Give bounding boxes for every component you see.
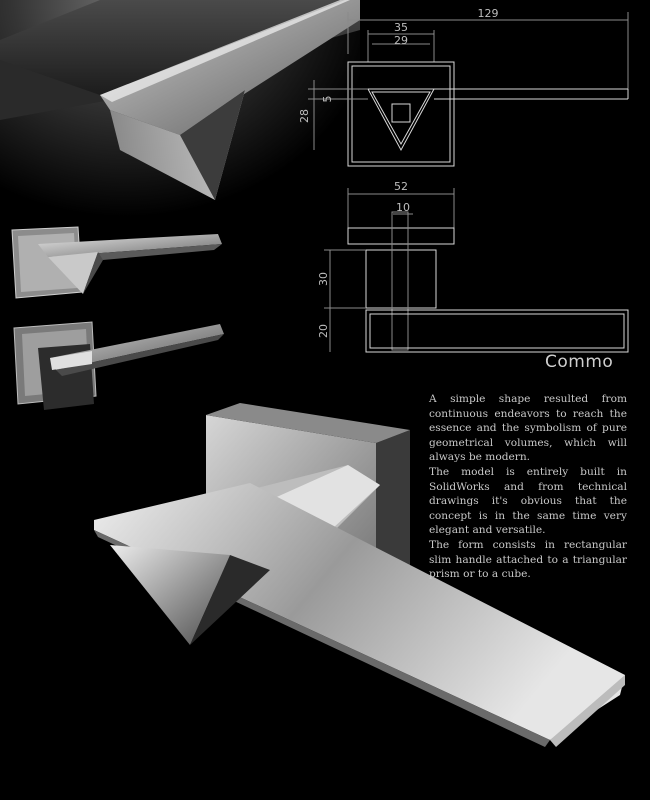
dim-spindle: 10 [396,201,410,214]
description-paragraph: The model is entirely built in SolidWorks and from technical drawings it's obvious that the concept is in the same time very elegant and versatile. [429,465,627,537]
dim-rose-width: 35 [394,21,408,34]
product-description [429,392,627,582]
dim-base-width: 52 [394,180,408,193]
render-prism-handle [8,222,223,312]
dim-prism-width: 29 [394,34,408,47]
product-title: Commo [545,352,614,372]
dim-offset: 5 [321,95,334,103]
dim-overall-length: 129 [477,7,499,20]
description-paragraph: A simple shape resulted from continuous endeavors to reach the essence and the symbolism of pure geometrical volumes, which will always be modern. [429,393,627,464]
dim-rose-height: 28 [298,109,311,123]
dim-neck-height: 30 [317,272,330,286]
technical-drawing [300,0,650,360]
dim-handle-height: 20 [317,324,330,338]
description-paragraph: The form consists in rectangular slim handle attached to a triangular prism or to a cube. [429,538,627,581]
